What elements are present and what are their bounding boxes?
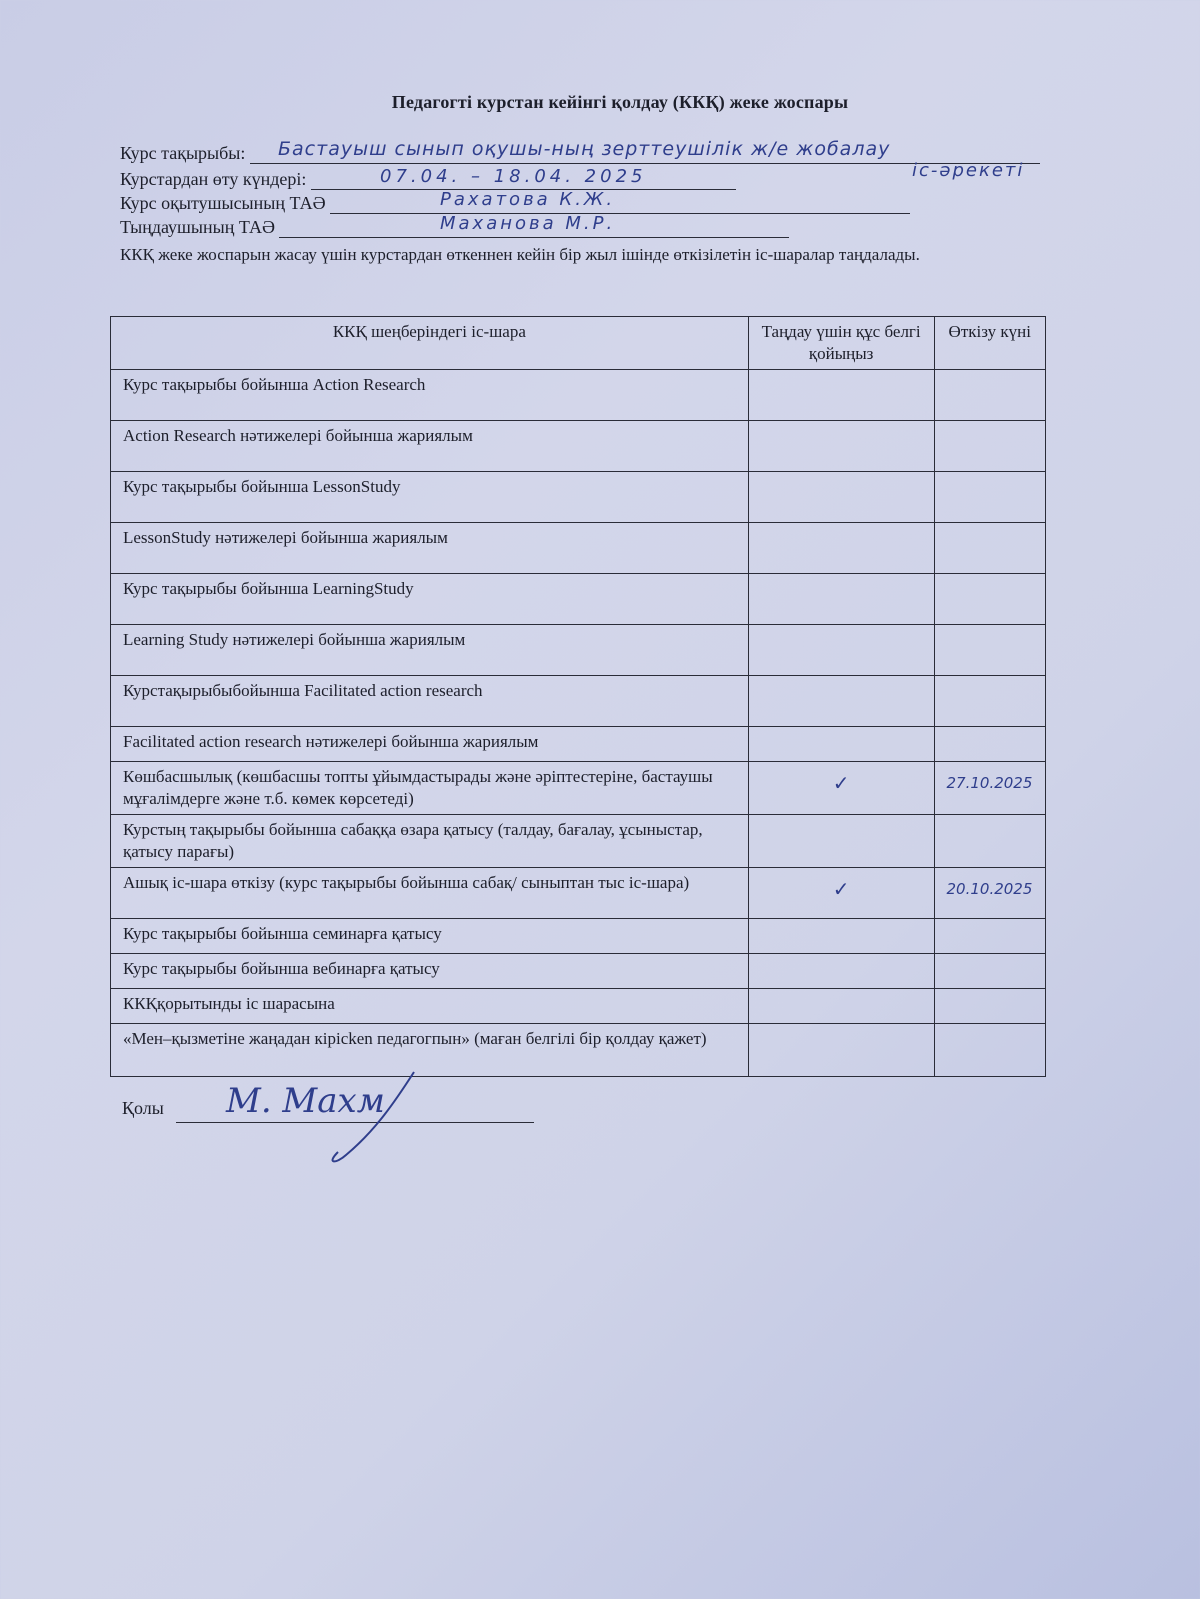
teacher-line — [330, 195, 910, 214]
table-row — [111, 868, 1046, 919]
date-cell[interactable] — [934, 574, 1046, 625]
table-row — [111, 625, 1046, 676]
teacher-value: Рахатова К.Ж. — [440, 189, 616, 210]
signature-text: М. Махм — [226, 1081, 385, 1121]
activity-cell: Ашық іс-шара өткізу (курс тақырыбы бойынша сабақ/ сыныптан тыс іс-шара) — [111, 868, 749, 919]
date-cell[interactable] — [934, 868, 1046, 919]
mark-cell[interactable] — [748, 574, 934, 625]
table-row — [111, 421, 1046, 472]
table-row — [111, 989, 1046, 1024]
mark-cell[interactable] — [748, 815, 934, 868]
header-activity: ККҚ шеңберіндегі іс-шара — [111, 317, 749, 370]
course-dates-label: Курстардан өту күндері: — [120, 169, 307, 189]
activity-cell: Action Research нәтижелері бойынша жариялым — [111, 421, 749, 472]
table-row — [111, 727, 1046, 762]
date-cell[interactable] — [934, 523, 1046, 574]
date-cell[interactable] — [934, 954, 1046, 989]
mark-cell[interactable] — [748, 472, 934, 523]
mark-cell[interactable] — [748, 676, 934, 727]
date-cell[interactable] — [934, 815, 1046, 868]
header-date: Өткізу күні — [934, 317, 1046, 370]
signature-label: Қолы — [122, 1098, 164, 1118]
activity-cell: LessonStudy нәтижелері бойынша жариялым — [111, 523, 749, 574]
mark-cell[interactable] — [748, 919, 934, 954]
date-value: 27.10.2025 — [946, 774, 1033, 792]
activity-cell: Курс тақырыбы бойынша Action Research — [111, 370, 749, 421]
date-cell[interactable] — [934, 421, 1046, 472]
mark-cell[interactable] — [748, 523, 934, 574]
mark-cell[interactable] — [748, 954, 934, 989]
course-topic-value: Бастауыш сынып оқушы-ның зерттеушілік ж/е жобалау — [278, 138, 891, 160]
table-row — [111, 523, 1046, 574]
activity-cell: Курс тақырыбы бойынша LessonStudy — [111, 472, 749, 523]
table-row — [111, 954, 1046, 989]
date-cell[interactable] — [934, 989, 1046, 1024]
activity-plan-table — [110, 316, 1046, 1077]
document-title: Педагогті курстан кейінгі қолдау (ККҚ) жеке жоспары — [391, 92, 849, 112]
activity-cell: «Мен–қызметіне жаңадан кірісken педагогпын» (маған белгілі бір қолдау қажет) — [111, 1024, 749, 1077]
course-topic-label: Курс тақырыбы: — [120, 143, 246, 163]
activity-cell: Learning Study нәтижелері бойынша жариялым — [111, 625, 749, 676]
activity-cell: ККҚқорытынды іс шарасына — [111, 989, 749, 1024]
mark-cell[interactable] — [748, 989, 934, 1024]
checkmark-icon: ✓ — [832, 771, 850, 795]
activity-cell: Курстақырыбыбойынша Facilitated action research — [111, 676, 749, 727]
table-body — [111, 370, 1046, 1077]
date-cell[interactable] — [934, 370, 1046, 421]
table-row — [111, 676, 1046, 727]
date-cell[interactable] — [934, 472, 1046, 523]
mark-cell[interactable] — [748, 625, 934, 676]
handwritten-signature — [176, 1060, 436, 1170]
teacher-label: Курс оқытушысының ТАӘ — [120, 193, 326, 213]
date-cell[interactable] — [934, 727, 1046, 762]
instruction-note: ККҚ жеке жоспарын жасау үшін курстардан өткеннен кейін бір жыл ішінде өткізілетін іс-шаралар таңдалады. — [120, 245, 920, 264]
date-cell[interactable] — [934, 762, 1046, 815]
mark-cell[interactable] — [748, 762, 934, 815]
table-row — [111, 919, 1046, 954]
table-header-row — [111, 317, 1046, 370]
date-cell[interactable] — [934, 676, 1046, 727]
mark-cell[interactable] — [748, 370, 934, 421]
table-row — [111, 574, 1046, 625]
date-value: 20.10.2025 — [946, 880, 1033, 898]
header-mark: Таңдау үшін құс белгі қойыңыз — [748, 317, 934, 370]
date-cell[interactable] — [934, 1024, 1046, 1077]
table-row — [111, 815, 1046, 868]
mark-cell[interactable] — [748, 421, 934, 472]
mark-cell[interactable] — [748, 868, 934, 919]
mark-cell[interactable] — [748, 727, 934, 762]
activity-cell: Курстың тақырыбы бойынша сабаққа өзара қатысу (талдау, бағалау, ұсыныстар, қатысу парағы) — [111, 815, 749, 868]
activity-cell: Көшбасшылық (көшбасшы топты ұйымдастырады және әріптестеріне, бастаушы мұғалімдерге және т.б. көмек көрсетеді) — [111, 762, 749, 815]
date-cell[interactable] — [934, 919, 1046, 954]
table-row — [111, 762, 1046, 815]
activity-cell: Курс тақырыбы бойынша LearningStudy — [111, 574, 749, 625]
activity-cell: Курс тақырыбы бойынша вебинарға қатысу — [111, 954, 749, 989]
checkmark-icon: ✓ — [832, 877, 850, 901]
table-row — [111, 370, 1046, 421]
date-cell[interactable] — [934, 625, 1046, 676]
activity-cell: Курс тақырыбы бойынша семинарға қатысу — [111, 919, 749, 954]
activity-cell: Facilitated action research нәтижелері бойынша жариялым — [111, 727, 749, 762]
course-dates-value: 07.04. – 18.04. 2025 — [380, 166, 647, 187]
listener-value: Маханова М.Р. — [440, 213, 616, 234]
listener-label: Тыңдаушының ТАӘ — [120, 217, 275, 237]
mark-cell[interactable] — [748, 1024, 934, 1077]
table-row — [111, 472, 1046, 523]
course-topic-value-cont: іс-әрекеті — [912, 160, 1025, 181]
